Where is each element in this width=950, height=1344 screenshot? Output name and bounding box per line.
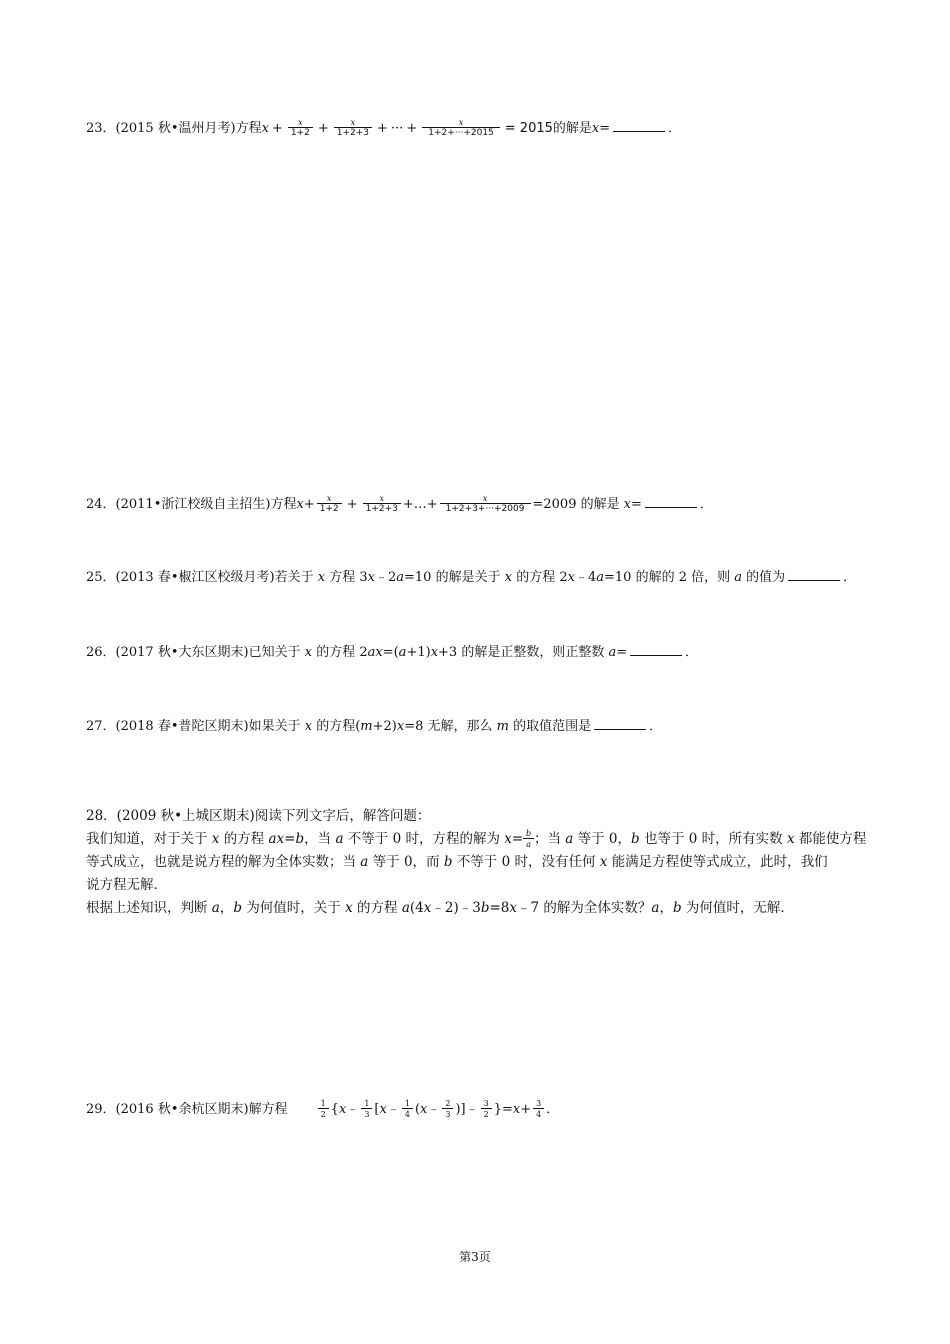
q23-rhs: = 2015的解是 <box>504 121 592 136</box>
q23-plus1: + <box>271 121 283 136</box>
q28-fraction-b-over-a: $\frac{b}{a}$ <box>523 829 534 850</box>
question-29: 29．(2016 秋•余杭区期末)解方程 $\frac{1}{2}$ {x﹣ $\frac{1}{3}$ [x﹣ $\frac{1}{4}$ (x﹣ $\frac{2}{3}$ )]﹣ $\frac{3}{2}$ }=x+ $\frac{3}{4}$ ． <box>86 1099 560 1119</box>
q28-line5: 根据上述知识，判断 a，b 为何值时，关于 x 的方程 a(4x﹣2)﹣3b=8x﹣7 的解为全体实数？a，b 为何值时，无解． <box>86 900 794 916</box>
q29-frac-1-3: $\frac{1}{3}$ <box>361 1099 372 1120</box>
q23-answer-blank[interactable] <box>613 119 665 132</box>
q24-frac2: $\frac{x}{1+2+3}$ <box>363 494 401 515</box>
q24-dots: +…+ <box>402 497 438 512</box>
q24-frac3: $\frac{x}{1+2+3+\cdot\cdot\cdot+2009}$ <box>440 494 531 515</box>
question-23: 23．(2015 秋•温州月考)方程x + $\frac{x}{1+2}$ + $\frac{x}{1+2+3}$ + ··· + $\frac{x}{1+2+\cdot\cdot\cdot+2015}$ = 2015的解是x= ． <box>86 118 682 138</box>
q28-line4: 说方程无解． <box>86 877 167 893</box>
question-26: 26．(2017 秋•大东区期末)已知关于 x 的方程 2ax=(a+1)x+3 的解是正整数，则正整数 a= ． <box>86 645 699 660</box>
question-25: 25．(2013 春•椒江区校级月考)若关于 x 方程 3x﹣2a=10 的解是关于 x 的方程 2x﹣4a=10 的解的 2 倍，则 a 的值为 ． <box>86 570 857 585</box>
q24-prefix: 24．(2011•浙江校级自主招生)方程 <box>86 497 297 512</box>
q24-frac1: $\frac{x}{1+2}$ <box>317 494 342 515</box>
q23-x: x <box>261 121 269 136</box>
q26-answer-blank[interactable] <box>630 643 682 656</box>
q29-frac-2-3: $\frac{2}{3}$ <box>442 1099 453 1120</box>
page-number: 第3页 <box>459 1250 491 1264</box>
q29-frac-1-4: $\frac{1}{4}$ <box>402 1099 413 1120</box>
q29-frac-1-2: $\frac{1}{2}$ <box>318 1099 329 1120</box>
q27-answer-blank[interactable] <box>594 717 646 730</box>
question-28 <box>86 805 876 920</box>
question-27: 27．(2018 春•普陀区期末)如果关于 x 的方程(m+2)x=8 无解，那么 m 的取值范围是 ． <box>86 719 663 734</box>
q28-title: 28．(2009 秋•上城区期末)阅读下列文字后，解答问题： <box>86 808 431 824</box>
q24-answer-var: x= <box>623 497 642 512</box>
q29-frac-3-2: $\frac{3}{2}$ <box>481 1099 492 1120</box>
q24-answer-blank[interactable] <box>645 495 697 508</box>
question-24: 24．(2011•浙江校级自主招生)方程x+ $\frac{x}{1+2}$ + $\frac{x}{1+2+3}$ +…+ $\frac{x}{1+2+3+\cdot\cdot\cdot+2009}$ =2009 的解是 x= ． <box>86 494 713 514</box>
q23-answer-var: x= <box>591 121 611 136</box>
q23-frac3: $\frac{x}{1+2+\cdot\cdot\cdot+2015}$ <box>422 118 500 139</box>
q24-x: x+ <box>296 497 315 512</box>
q24-rhs: =2009 的解是 <box>532 497 620 512</box>
q23-frac2: $\frac{x}{1+2+3}$ <box>334 118 372 139</box>
q23-frac1: $\frac{x}{1+2}$ <box>288 118 313 139</box>
q23-dots: ··· <box>390 121 404 136</box>
q28-line3: 等式成立，也就是说方程的解为全体实数；当 a 等于 0，而 b 不等于 0 时，没有任何 x 能满足方程使等式成立，此时，我们 <box>86 854 828 870</box>
q28-line2: 我们知道，对于关于 x 的方程 ax=b，当 a 不等于 0 时，方程的解为 x= $\frac{b}{a}$ ；当 a 等于 0，b 也等于 0 时，所有实数 x 都能使方程 <box>86 829 867 849</box>
q23-prefix: 23．(2015 秋•温州月考)方程 <box>86 121 262 136</box>
q25-answer-blank[interactable] <box>788 568 840 581</box>
q29-frac-3-4: $\frac{3}{4}$ <box>533 1099 544 1120</box>
